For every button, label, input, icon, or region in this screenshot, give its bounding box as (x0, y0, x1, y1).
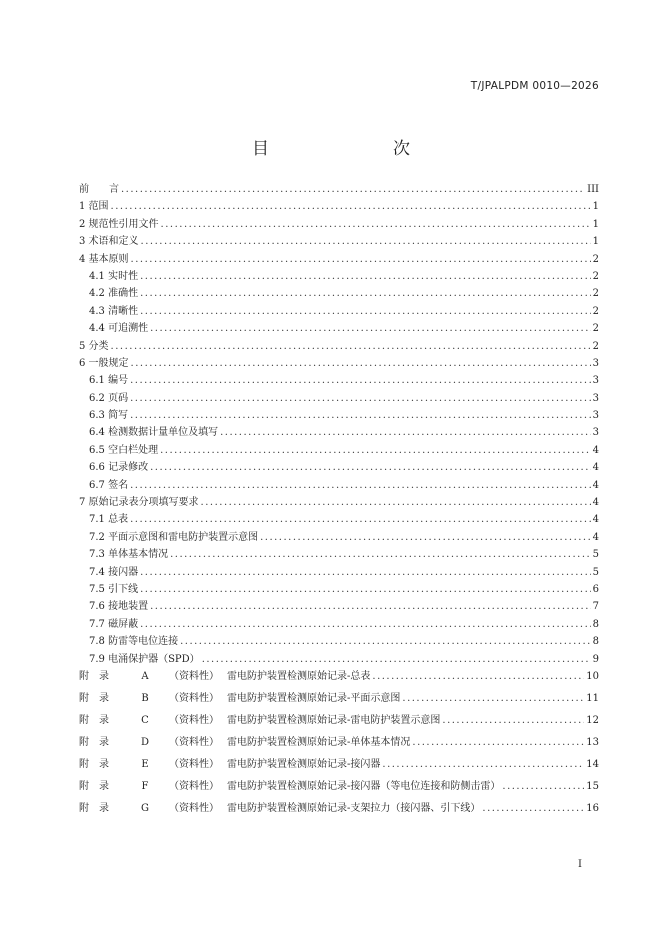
annex-entry-page: 13 (586, 736, 599, 748)
toc-entry-label: 6.2 页码 (89, 392, 129, 404)
toc-entry-label: 4 基本原则 (79, 253, 129, 265)
annex-prefix: 附 录 (79, 692, 109, 704)
document-number: T/JPALPDM 0010—2026 (470, 80, 599, 92)
toc-entry[interactable] (79, 284, 599, 301)
toc-entry-page: 2 (592, 340, 599, 352)
leader-dots (202, 654, 591, 665)
annex-prefix: 附 录 (79, 736, 109, 748)
toc-entry-label: 6 一般规定 (79, 357, 129, 369)
toc-entry-page: 8 (592, 618, 599, 630)
annex-entry[interactable] (79, 777, 599, 799)
page-title: 目 次 (252, 139, 440, 159)
toc-entry[interactable] (79, 215, 599, 232)
toc-entry-page: 5 (592, 549, 599, 561)
leader-dots (140, 306, 591, 317)
leader-dots (442, 715, 584, 726)
toc-entry-label: 5 分类 (79, 340, 109, 352)
toc-entry[interactable] (79, 580, 599, 597)
toc-entry-label: 7.5 引下线 (89, 583, 139, 595)
leader-dots (130, 410, 591, 421)
leader-dots (382, 759, 584, 770)
toc-entry[interactable] (79, 493, 599, 510)
leader-dots (412, 737, 584, 748)
toc-entry-label: 4.3 清晰性 (89, 305, 139, 317)
annex-entry-label (79, 733, 410, 748)
leader-dots (502, 781, 584, 792)
toc-entry[interactable] (79, 267, 599, 284)
toc-entry-page: 2 (592, 323, 599, 335)
leader-dots (150, 462, 591, 473)
toc-entry-label: 6.3 简写 (89, 410, 129, 422)
annex-type: （资料性） (169, 692, 219, 704)
annex-entry[interactable] (79, 711, 599, 733)
annex-title: 雷电防护装置检测原始记录-单体基本情况 (227, 736, 411, 748)
leader-dots (220, 427, 591, 438)
annex-entry[interactable] (79, 755, 599, 777)
annex-entry[interactable] (79, 689, 599, 711)
toc-entry-page: 3 (592, 427, 599, 439)
annex-title: 雷电防护装置检测原始记录-接闪器 (227, 758, 381, 770)
leader-dots (141, 236, 591, 247)
annex-entry-label (79, 755, 380, 770)
leader-dots (140, 584, 591, 595)
page-number: I (578, 859, 582, 870)
annex-entry-page: 15 (586, 780, 599, 792)
toc-entry-page: 4 (592, 479, 599, 491)
toc-entry-label: 7.3 单体基本情况 (89, 549, 169, 561)
annex-type: （资料性） (169, 758, 219, 770)
toc-entry-page: 3 (592, 357, 599, 369)
leader-dots (140, 288, 591, 299)
toc-entry-label: 2 规范性引用文件 (79, 218, 159, 230)
leader-dots (130, 393, 591, 404)
toc-entry-page: 1 (592, 201, 599, 213)
leader-dots (130, 480, 591, 491)
toc-entry-label: 7.8 防雷等电位连接 (89, 636, 179, 648)
toc-entry-label: 6.1 编号 (89, 375, 129, 387)
toc-entry[interactable] (79, 371, 599, 388)
annex-prefix: 附 录 (79, 758, 109, 770)
toc-entry-label: 7.6 接地装置 (89, 601, 149, 613)
toc-entry-page: 2 (592, 305, 599, 317)
toc-entry-page: 2 (592, 288, 599, 300)
toc-entry-label: 6.4 检测数据计量单位及填写 (89, 427, 219, 439)
toc-entry[interactable] (79, 337, 599, 354)
toc-entry[interactable] (79, 250, 599, 267)
leader-dots (482, 803, 584, 814)
annex-letter: D (140, 736, 150, 748)
toc-entry-label: 7.2 平面示意图和雷电防护装置示意图 (89, 531, 259, 543)
toc-entry-page: 1 (592, 218, 599, 230)
toc-entry[interactable] (79, 406, 599, 423)
leader-dots (140, 567, 591, 578)
toc-entry[interactable] (79, 423, 599, 440)
annex-type: （资料性） (169, 670, 219, 682)
leader-dots (150, 601, 591, 612)
toc-entry-page: 4 (592, 462, 599, 474)
toc-entry-page: 6 (592, 583, 599, 595)
toc-entry-label: 7.4 接闪器 (89, 566, 139, 578)
annex-entry[interactable] (79, 667, 599, 689)
toc-entry-page: 2 (592, 253, 599, 265)
annex-type: （资料性） (169, 714, 219, 726)
toc-entry-label: 6.7 签名 (89, 479, 129, 491)
leader-dots (131, 254, 591, 265)
leader-dots (131, 358, 591, 369)
table-of-contents (79, 180, 599, 821)
annex-entry-label (79, 689, 400, 704)
annex-title: 雷电防护装置检测原始记录-总表 (227, 670, 371, 682)
annex-title: 雷电防护装置检测原始记录-支架拉力（接闪器、引下线） (227, 802, 481, 814)
toc-entry[interactable] (79, 354, 599, 371)
toc-entry-label: 前 言 (79, 184, 119, 195)
toc-entry[interactable] (79, 632, 599, 649)
toc-entry[interactable] (79, 441, 599, 458)
toc-entry-label: 4.4 可追溯性 (89, 323, 149, 335)
annex-entry-label (79, 799, 480, 814)
toc-entry-page: III (587, 184, 599, 195)
toc-entry-page: 4 (592, 444, 599, 456)
toc-entry-label: 1 范围 (79, 201, 109, 213)
leader-dots (161, 219, 591, 230)
toc-entry-page: 4 (592, 497, 599, 509)
leader-dots (130, 514, 591, 525)
toc-entry-page: 7 (592, 601, 599, 613)
annex-prefix: 附 录 (79, 780, 109, 792)
toc-entry[interactable] (79, 510, 599, 527)
toc-entry[interactable] (79, 302, 599, 319)
annex-letter: B (141, 692, 149, 704)
annex-prefix: 附 录 (79, 802, 109, 814)
toc-entry-page: 3 (592, 392, 599, 404)
leader-dots (111, 341, 591, 352)
toc-entry-page: 3 (592, 375, 599, 387)
toc-entry[interactable] (79, 180, 599, 197)
toc-entry[interactable] (79, 389, 599, 406)
toc-entry[interactable] (79, 232, 599, 249)
toc-entry[interactable] (79, 528, 599, 545)
annex-entry-page: 11 (586, 692, 599, 704)
leader-dots (150, 323, 591, 334)
toc-entry-page: 8 (592, 636, 599, 648)
leader-dots (140, 271, 591, 282)
annex-prefix: 附 录 (79, 670, 109, 682)
toc-entry-label: 3 术语和定义 (79, 236, 139, 248)
toc-entry-label: 7.9 电涌保护器（SPD） (89, 653, 200, 665)
toc-entry[interactable] (79, 476, 599, 493)
annex-type: （资料性） (169, 802, 219, 814)
annex-entry-page: 14 (586, 758, 599, 770)
leader-dots (160, 445, 591, 456)
annex-entry-label (79, 777, 500, 792)
annex-entry-label (79, 667, 370, 682)
toc-entry-label: 4.2 准确性 (89, 288, 139, 300)
toc-entry[interactable] (79, 650, 599, 667)
leader-dots (260, 532, 591, 543)
leader-dots (402, 693, 584, 704)
toc-entry[interactable] (79, 197, 599, 214)
toc-entry-page: 2 (592, 270, 599, 282)
leader-dots (111, 201, 591, 212)
leader-dots (121, 184, 585, 195)
annex-title: 雷电防护装置检测原始记录-雷电防护装置示意图 (227, 714, 441, 726)
toc-entry-page: 1 (592, 236, 599, 248)
annex-letter: A (141, 670, 149, 682)
annex-letter: E (141, 758, 149, 770)
annex-entry-label (79, 711, 440, 726)
toc-entry-label: 7.7 磁屏蔽 (89, 618, 139, 630)
toc-entry-label: 7.1 总表 (89, 514, 129, 526)
toc-entry-page: 5 (592, 566, 599, 578)
annex-title: 雷电防护装置检测原始记录-接闪器（等电位连接和防侧击雷） (227, 780, 501, 792)
toc-entry-page: 9 (592, 653, 599, 665)
toc-entry-page: 4 (592, 531, 599, 543)
leader-dots (170, 549, 591, 560)
leader-dots (372, 671, 584, 682)
leader-dots (140, 619, 591, 630)
annex-entry-page: 10 (586, 670, 599, 682)
toc-entry[interactable] (79, 597, 599, 614)
annex-letter: F (141, 780, 149, 792)
annex-entry-page: 12 (586, 714, 599, 726)
leader-dots (130, 375, 591, 386)
annex-entry[interactable] (79, 733, 599, 755)
toc-entry-label: 7 原始记录表分项填写要求 (79, 497, 199, 509)
leader-dots (180, 636, 591, 647)
toc-entry-label: 4.1 实时性 (89, 270, 139, 282)
annex-type: （资料性） (169, 736, 219, 748)
annex-entry-page: 16 (586, 802, 599, 814)
toc-entry[interactable] (79, 458, 599, 475)
toc-entry-page: 4 (592, 514, 599, 526)
toc-entry-page: 3 (592, 410, 599, 422)
toc-entry-label: 6.5 空白栏处理 (89, 444, 159, 456)
annex-entry[interactable] (79, 799, 599, 821)
annex-title: 雷电防护装置检测原始记录-平面示意图 (227, 692, 401, 704)
leader-dots (201, 497, 591, 508)
annex-letter: G (141, 802, 149, 814)
toc-entry[interactable] (79, 563, 599, 580)
toc-entry-label: 6.6 记录修改 (89, 462, 149, 474)
toc-entry[interactable] (79, 545, 599, 562)
annex-letter: C (141, 714, 149, 726)
annex-type: （资料性） (169, 780, 219, 792)
toc-entry[interactable] (79, 615, 599, 632)
toc-entry[interactable] (79, 319, 599, 336)
annex-prefix: 附 录 (79, 714, 109, 726)
